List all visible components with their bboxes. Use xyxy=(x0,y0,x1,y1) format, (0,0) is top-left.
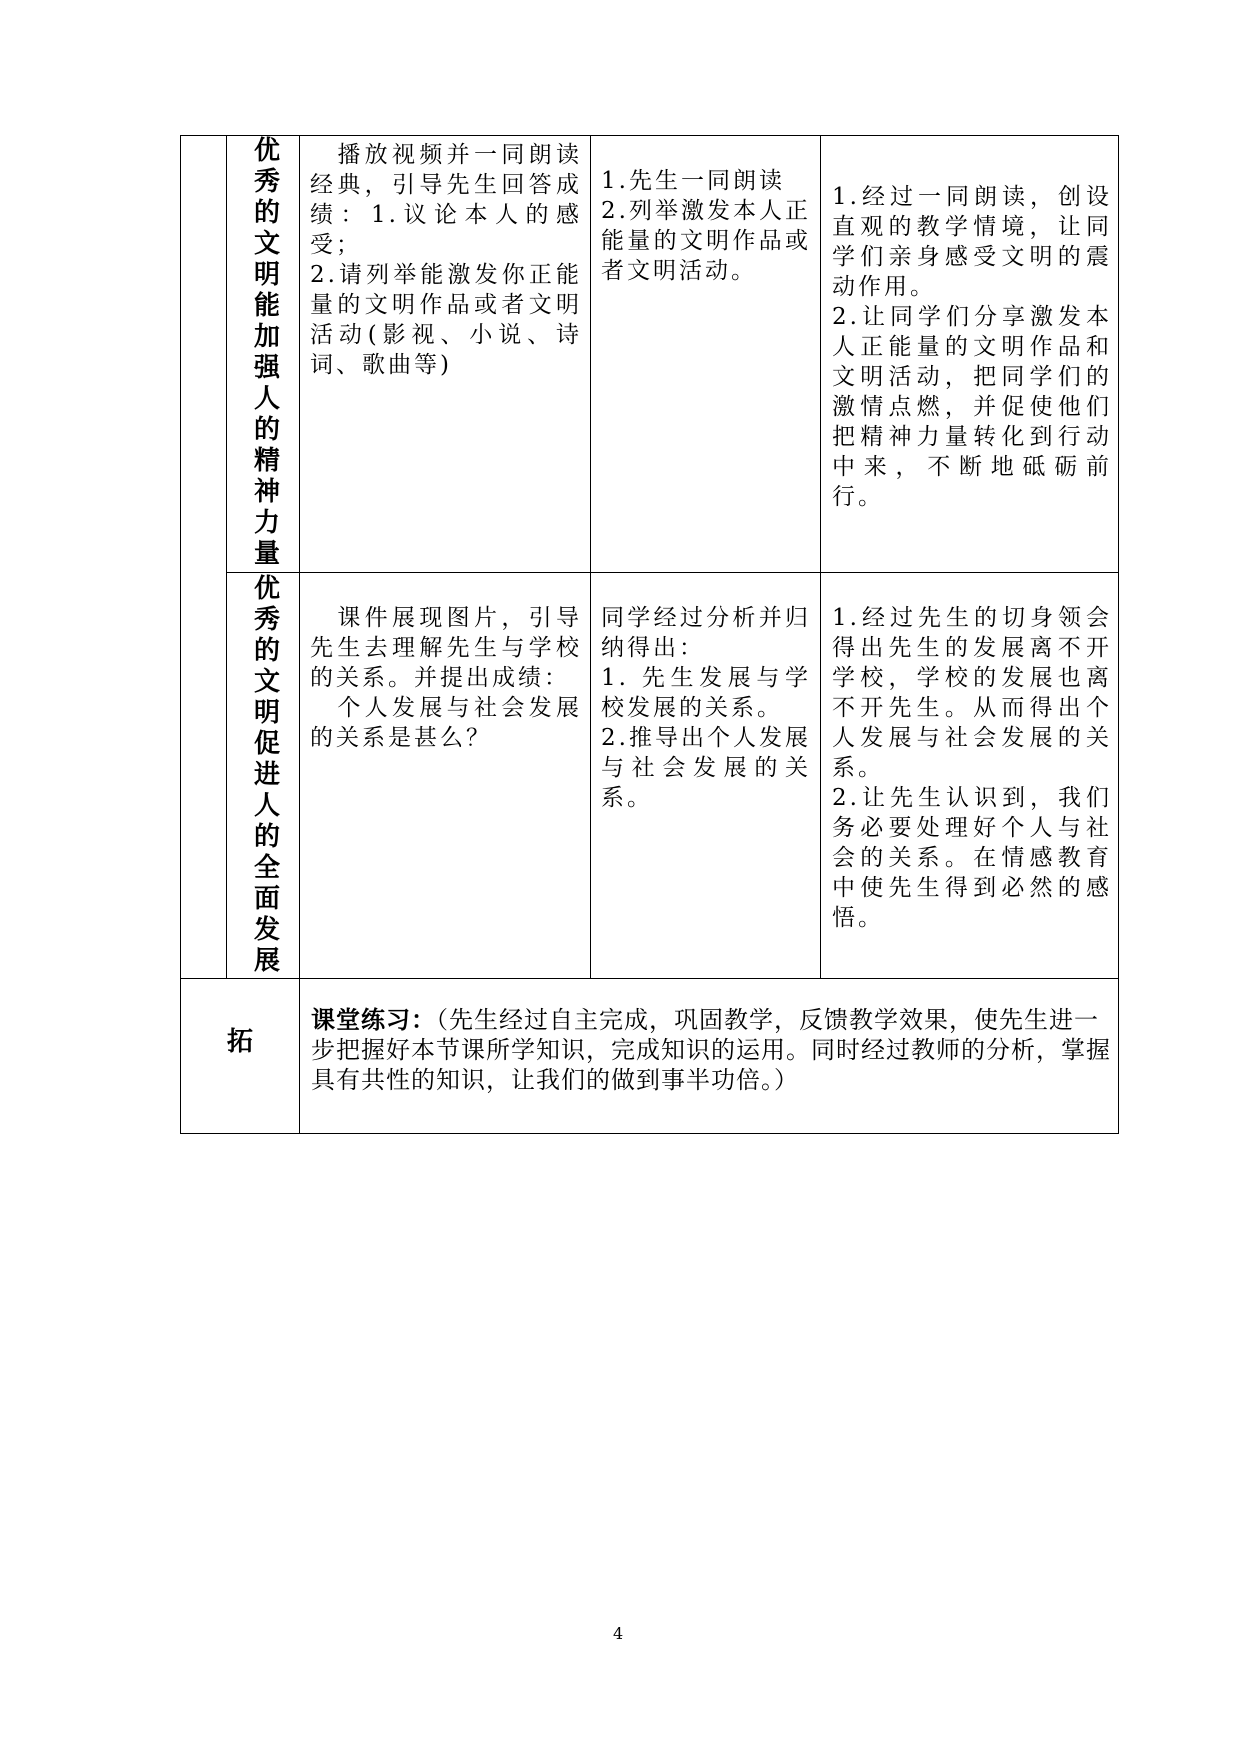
page-number: 4 xyxy=(613,1624,624,1643)
column-divider xyxy=(820,136,821,978)
design-intent-1: 1.经过一同朗读，创设直观的教学情境，让同学们亲身感受文明的震动作用。 2.让同学们分享激发本人正能量的文明作品和文明活动，把同学们的激情点燃，并促使他们把精神力量转化到行动中来，不断地砥砺前行。 xyxy=(832,184,1112,510)
classroom-exercise xyxy=(311,1005,1111,1095)
exercise-text: （先生经过自主完成，巩固教学，反馈教学效果，使先生进一步把握好本节课所学知识，完成知识的运用。同时经过教师的分析，掌握具有共性的知识，让我们的做到事半功倍。） xyxy=(311,1006,1111,1094)
row-divider xyxy=(226,572,1118,573)
teacher-activity-1: 播放视频并一同朗读经典，引导先生回答成绩：1.议论本人的感受； 2.请列举能激发你正能量的文明作品或者文明活动(影视、小说、诗词、歌曲等) xyxy=(310,142,582,378)
design-intent-2: 1.经过先生的切身领会得出先生的发展离不开学校，学校的发展也离不开先生。从而得出个人发展与社会发展的关系。 2.让先生认识到，我们务必要处理好个人与社会的关系。在情感教育中使先生得到必然的感悟。 xyxy=(832,605,1112,931)
column-divider xyxy=(590,136,591,978)
column-divider xyxy=(226,136,227,978)
extension-table xyxy=(180,978,1119,1134)
teacher-activity-2: 课件展现图片，引导先生去理解先生与学校的关系。并提出成绩： 个人发展与社会发展的关系是甚么？ xyxy=(310,605,582,751)
row-topic-1: 优秀的文明能加强人的精神力量 xyxy=(253,136,280,569)
column-divider xyxy=(299,136,300,978)
student-activity-2: 同学经过分析并归纳得出： 1. 先生发展与学校发展的关系。 2.推导出个人发展与社会发展的关系。 xyxy=(601,605,811,811)
column-divider xyxy=(299,979,300,1133)
row-topic-2: 优秀的文明促进人的全面发展 xyxy=(253,574,280,976)
student-activity-1: 1.先生一同朗读 2.列举激发本人正能量的文明作品或者文明活动。 xyxy=(601,168,811,284)
exercise-title: 课堂练习： xyxy=(311,1006,436,1034)
extension-label: 拓 xyxy=(227,1027,254,1057)
lesson-table xyxy=(180,135,1119,979)
